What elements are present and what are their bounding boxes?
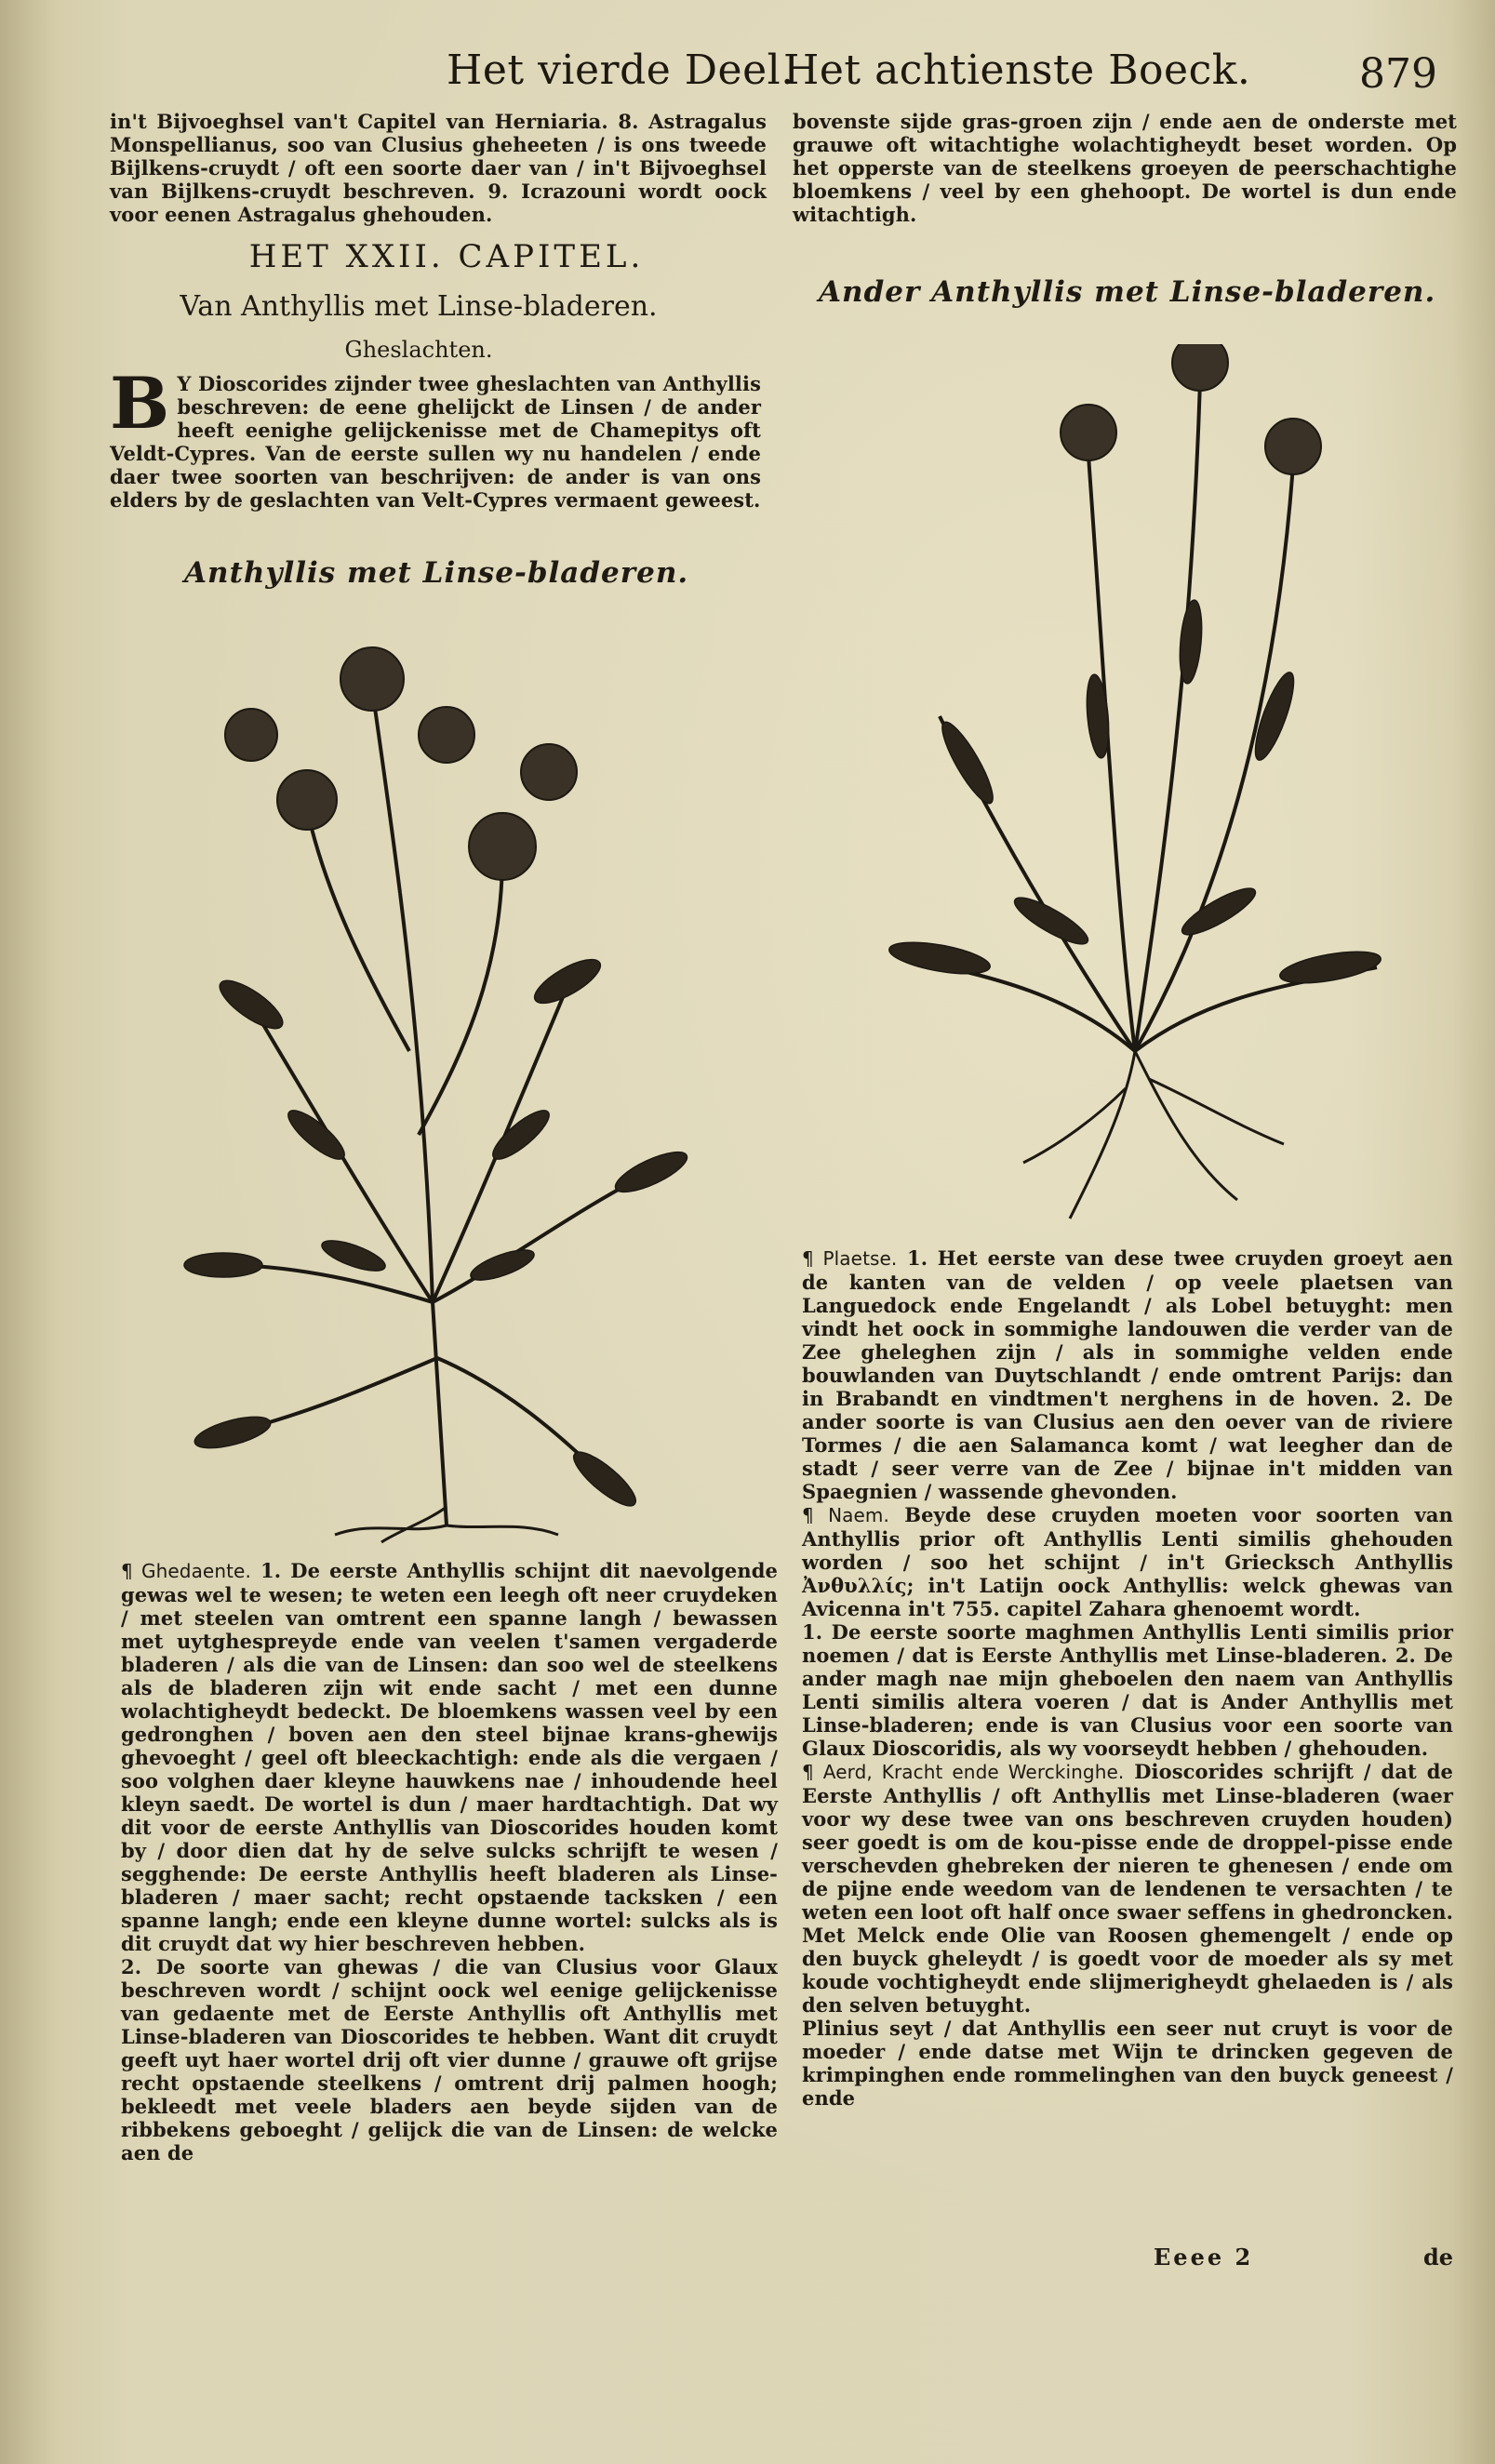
section-label: ¶ Plaetse. (802, 1247, 898, 1270)
left-continuation-text: in't Bijvoeghsel van't Capitel van Herniaria. 8. Astragalus Monspellianus, soo van Clusius gheheeten / is ons tweede Bijlkens-cruydt / oft een soorte daer van / in't Bijvoeghsel van Bijlkens-cruydt beschreven. 9. Icrazouni wordt oock voor eenen Astragalus ghehouden. (110, 110, 767, 226)
section-label: ¶ Naem. (802, 1504, 889, 1526)
right-paragraph (802, 1503, 1453, 1620)
left-paragraph (121, 1559, 778, 1955)
paragraph-text: 1. Het eerste van dese twee cruyden groeyt aen de kanten van de velden / op veele plaetsen van Languedock ende Engelandt / als Lobel betuyght: men vindt het oock in sommighe landouwen die verder van de Zee gheleghen zijn / als in sommighe velden ende bouwlanden van Duytschlandt / ende omtrent Parijs: dan in Brabandt en vindtmen't nerghens in de hoven. 2. De ander soorte is van Clusius aen den oever van de riviere Tormes / die aen Salamanca komt / wat leegher dan de stadt / seer verre van de Zee / bijnae in't midden van Spaegnien / wassende ghevonden. (802, 1246, 1453, 1503)
ander-anthyllis-woodcut-illustration (884, 344, 1386, 1228)
intro-text: Y Dioscorides zijnder twee gheslachten van Anthyllis beschreven: de eene ghelijckt de Linsen / de ander heeft eenighe gelijckenisse met de Chamepitys oft Veldt-Cypres. Van de eerste sullen wy nu handelen / ende daer twee soorten van beschrijven: de ander is van ons elders by de geslachten van Velt-Cypres vermaent geweest. (110, 372, 761, 512)
right-continuation-text: bovenste sijde gras-groen zijn / ende aen de onderste met grauwe oft witachtighe wolachtigheydt beset worden. Op het opperste van de steelkens groeyen de peerschachtighe bloemkens / veel by een ghehoopt. De wortel is dun ende witachtigh. (793, 110, 1457, 226)
paragraph-text: Plinius seyt / dat Anthyllis een seer nut cruyt is voor de moeder / ende datse met Wijn te drincken gegeven de krimpinghen ende rommelinghen van den buyck geneest / ende (802, 2017, 1453, 2110)
left-figure-caption: Anthyllis met Linse-bladeren. (184, 556, 689, 590)
paragraph-text: Dioscorides schrijft / dat de Eerste Anthyllis / oft Anthyllis met Linse-bladeren (waer voor wy dese twee van ons beschreven cruyden houden) seer goedt is om de kou-pisse ende de droppel-pisse ende verschevden ghebreken der nieren te ghenesen / ende om de pijne ende weedom van de lendenen te versachten / te weten een loot oft half once swaer seffens in ghedroncken. Met Melck ende Olie van Roosen ghemengelt / ende op den buyck gheleydt / is goedt voor de moeder als sy met koude vochtigheydt ende slijmerigheydt ghelaeden is / als den selven betuyght. (802, 1760, 1453, 2017)
right-body-text (802, 1246, 1453, 2110)
chapter-intro (110, 362, 761, 512)
chapter-title: Van Anthyllis met Linse-bladeren. (180, 290, 658, 323)
kinds-heading: Gheslachten. (344, 337, 493, 363)
right-figure-caption: Ander Anthyllis met Linse-bladeren. (819, 275, 1436, 309)
catchword: de (1423, 2244, 1454, 2271)
paragraph-text: Beyde dese cruyden moeten voor soorten van Anthyllis prior oft Anthyllis Lenti similis ghehouden worden / soo het schijnt / in't Griecksch Anthyllis Ἀνθυλλίς; in't Latijn oock Anthyllis: welck ghewas van Avicenna in't 755. capitel Zahara ghenoemt wordt. (802, 1503, 1453, 1620)
anthyllis-woodcut-illustration (167, 614, 716, 1544)
left-paragraph (121, 1955, 778, 2164)
right-paragraph (802, 1760, 1453, 2017)
chapter-number: HET XXII. CAPITEL. (248, 238, 645, 275)
paragraph-text: 2. De soorte van ghewas / die van Clusius voor Glaux beschreven wordt / schijnt oock wel eenige gelijckenisse van gedaente met de Eerste Anthyllis oft Anthyllis met Linse-bladeren van Dioscorides te hebben. Want dit cruydt geeft uyt haer wortel drij oft vier dunne / grauwe oft grijse recht opstaende steelkens / omtrent drij palmen hoogh; bekleedt met veele bladers aen beyde sijden van de ribbekens geboeght / gelijck die van de Linsen: de welcke aen de (121, 1955, 778, 2164)
signature-mark: Eeee 2 (1154, 2244, 1254, 2271)
paragraph-text: 1. De eerste soorte maghmen Anthyllis Lenti similis prior noemen / dat is Eerste Anthyllis met Linse-bladeren. 2. De ander magh nae mijn gheboelen den naem van Anthyllis Lenti similis altera voeren / dat is Ander Anthyllis met Linse-bladeren; ende is van Clusius voor een soorte van Glaux Dioscoridis, als wy voorseydt hebben / ghehouden. (802, 1620, 1453, 1760)
running-head-right: Het achtienste Boeck. (783, 47, 1251, 94)
running-head-left: Het vierde Deel. (447, 47, 794, 94)
section-label: ¶ Aerd, Kracht ende Werckinghe. (802, 1761, 1125, 1783)
right-paragraph (802, 1246, 1453, 1503)
paragraph-text: 1. De eerste Anthyllis schijnt dit naevolgende gewas wel te wesen; te weten een leegh oft neer cruydeken / met steelen van omtrent een spanne langh / bewassen met uytghespreyde ende van veelen t'samen vergaderde bladeren / als die van de Linsen: dan soo wel de steelkens als de bladeren zijn wit ende sacht / met een dunne wolachtigheydt bedeckt. De bloemkens wassen veel by een gedronghen / boven aen den steel bijnae krans-ghewijs ghevoeght / geel oft bleeckachtigh: ende als die vergaen / soo volghen daer kleyne hauwkens nae / inhoudende heel kleyn saedt. De wortel is dun / maer hardtachtigh. Dat wy dit voor de eerste Anthyllis van Dioscorides houden komt by / door dien dat hy de selve sulcks schrijft te wesen / segghende: De eerste Anthyllis heeft bladeren als Linse-bladeren / maer sacht; recht opstaende tacksken / een spanne langh; ende een kleyne dunne wortel: sulcks als is dit cruydt dat wy hier beschreven hebben. (121, 1559, 778, 1955)
section-label: ¶ Ghedaente. (121, 1560, 251, 1582)
drop-cap: B (110, 362, 170, 445)
right-paragraph (802, 2017, 1453, 2110)
page-number: 879 (1359, 50, 1437, 98)
right-paragraph (802, 1620, 1453, 1760)
left-body-text (121, 1559, 778, 2164)
